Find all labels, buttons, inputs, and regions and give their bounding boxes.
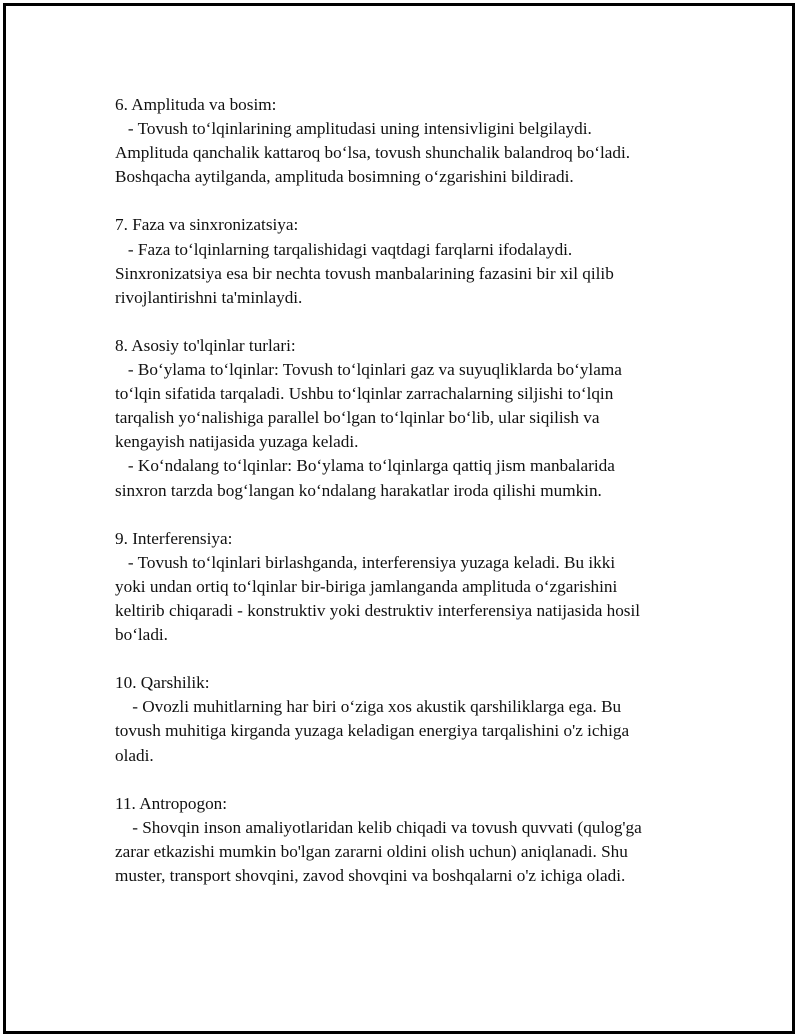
text-line: tarqalish yo‘nalishiga parallel bo‘lgan to‘lqinlar bo‘lib, ular siqilish va xyxy=(115,408,600,428)
text-line: yoki undan ortiq to‘lqinlar bir-biriga jamlanganda amplituda o‘zgarishini xyxy=(115,576,618,596)
section-heading: 9. Interferensiya: xyxy=(115,528,233,548)
text-line: keltirib chiqaradi - konstruktiv yoki destruktiv interferensiya natijasida hosil xyxy=(115,600,641,620)
text-line: Boshqacha aytilganda, amplituda bosimning o‘zgarishini bildiradi. xyxy=(115,167,574,187)
section-interference xyxy=(115,527,695,647)
text-line: - Bo‘ylama to‘lqinlar: Tovush to‘lqinlari gaz va suyuqliklarda bo‘ylama xyxy=(115,360,622,380)
text-line: - Shovqin inson amaliyotlaridan kelib chiqadi va tovush quvvati (qulog'ga xyxy=(115,817,642,837)
section-heading: 7. Faza va sinxronizatsiya: xyxy=(115,215,299,235)
text-line: zarar etkazishi mumkin bo'lgan zararni oldini olish uchun) aniqlanadi. Shu xyxy=(115,841,628,861)
text-line: kengayish natijasida yuzaga keladi. xyxy=(115,432,359,452)
text-line: oladi. xyxy=(115,745,154,765)
document-body xyxy=(115,93,695,912)
section-resistance xyxy=(115,671,695,767)
text-line: bo‘ladi. xyxy=(115,625,168,645)
section-heading: 6. Amplituda va bosim: xyxy=(115,95,277,114)
text-line: Sinxronizatsiya esa bir nechta tovush manbalarining fazasini bir xil qilib xyxy=(115,263,614,283)
section-amplitude xyxy=(115,93,695,189)
section-phase xyxy=(115,213,695,309)
section-heading: 8. Asosiy to'lqinlar turlari: xyxy=(115,335,296,355)
text-line: sinxron tarzda bog‘langan ko‘ndalang harakatlar iroda qilishi mumkin. xyxy=(115,480,602,500)
text-line: - Ko‘ndalang to‘lqinlar: Bo‘ylama to‘lqinlarga qattiq jism manbalarida xyxy=(115,456,615,476)
text-line: Amplituda qanchalik kattaroq bo‘lsa, tovush shunchalik balandroq bo‘ladi. xyxy=(115,143,631,163)
text-line: - Ovozli muhitlarning har biri o‘ziga xos akustik qarshiliklarga ega. Bu xyxy=(115,697,622,717)
text-line: - Tovush to‘lqinlarining amplitudasi uning intensivligini belgilaydi. xyxy=(115,119,592,139)
text-line: tovush muhitiga kirganda yuzaga keladigan energiya tarqalishini o'z ichiga xyxy=(115,721,630,741)
text-line: - Faza to‘lqinlarning tarqalishidagi vaqtdagi farqlarni ifodalaydi. xyxy=(115,239,573,259)
section-heading: 10. Qarshilik: xyxy=(115,673,210,693)
section-anthropogenic xyxy=(115,792,695,888)
section-heading: 11. Antropogon: xyxy=(115,793,228,813)
text-line: to‘lqin sifatida tarqaladi. Ushbu to‘lqinlar zarrachalarning siljishi to‘lqin xyxy=(115,384,614,404)
text-line: - Tovush to‘lqinlari birlashganda, interferensiya yuzaga keladi. Bu ikki xyxy=(115,552,616,572)
section-wave-types xyxy=(115,334,695,503)
text-line: rivojlantirishni ta'minlaydi. xyxy=(115,287,303,307)
text-line: muster, transport shovqini, zavod shovqini va boshqalarni o'z ichiga oladi. xyxy=(115,866,626,885)
